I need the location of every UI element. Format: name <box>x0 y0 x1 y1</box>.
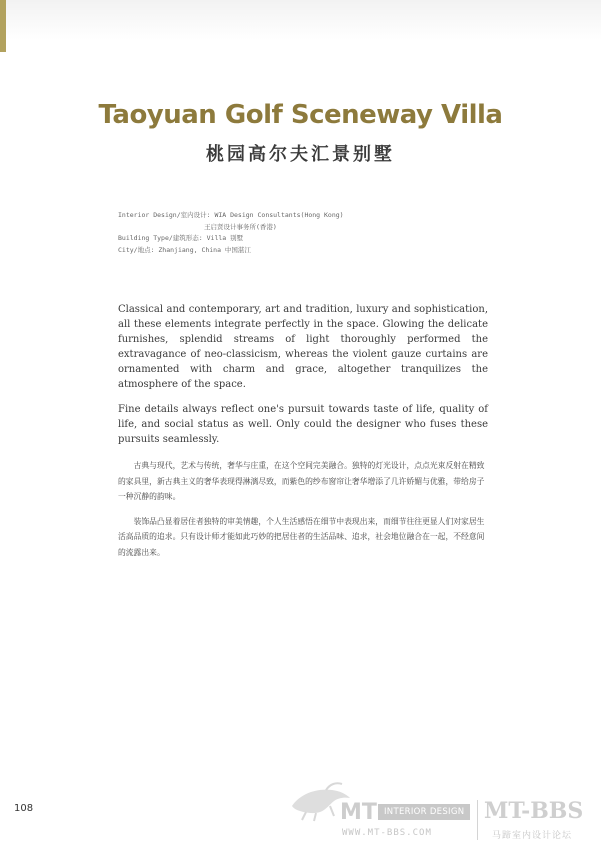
chinese-text <box>118 458 488 569</box>
watermark-bbs: MT-BBS <box>484 798 584 824</box>
english-text <box>118 302 488 457</box>
page-top-shadow <box>0 0 601 40</box>
watermark-badge: INTERIOR DESIGN <box>378 804 470 820</box>
page-title: Taoyuan Golf Sceneway Villa <box>98 100 503 130</box>
watermark-divider <box>477 800 478 840</box>
chinese-paragraph-2: 装饰品凸显着居住者独特的审美情趣，个人生活感悟在细节中表现出来，而细节往往更显人们对家居生活高品质的追求。只有设计师才能如此巧妙的把居住者的生活品味、追求，社会地位融合在一起，不经意间的流露出来。 <box>118 516 485 557</box>
english-paragraph-2: Fine details always reflect one's pursuit towards taste of life, quality of life, and social status as well. Only could the designer who fuses these pursuits seamlessly. <box>118 404 488 445</box>
credit-interior-design-zh: 王启贤设计事务所(香港) <box>204 222 277 231</box>
english-paragraph-1: Classical and contemporary, art and tradition, luxury and sophistication, all these elements integrate perfectly in the space. Glowing the delicate furnishes, splendid streams of light thoroughly performed the extravagance of neo-classicism, whereas the violent gauze curtains are ornamented with charm and grace, altogether tranquilizes the atmosphere of the space. <box>118 304 488 390</box>
page-number: 108 <box>14 803 34 814</box>
watermark-chinese: 马蹄室内设计论坛 <box>492 831 573 841</box>
credit-building-type: Building Type/建筑形态: Villa 别墅 <box>118 234 244 242</box>
project-credits <box>118 210 344 256</box>
mt-bbs-watermark <box>286 776 601 846</box>
chinese-paragraph-1: 古典与现代，艺术与传统，奢华与庄重，在这个空间完美融合。独特的灯光设计，点点光束反射在精致的家具里，新古典主义的奢华表现得淋漓尽致，而紫色的纱布窗帘让奢华增添了几许娇媚与优雅，带给房子一种沉静的韵味。 <box>118 461 485 501</box>
credit-interior-design: Interior Design/室内设计: WIA Design Consultants(Hong Kong) <box>118 211 344 219</box>
page-subtitle-chinese: 桃园高尔夫汇景别墅 <box>206 144 395 165</box>
watermark-url: WWW.MT-BBS.COM <box>342 828 432 838</box>
watermark-mt: MT <box>340 800 377 825</box>
page-edge-marker <box>0 0 6 52</box>
credit-city: City/地点: Zhanjiang, China 中国湛江 <box>118 245 251 254</box>
